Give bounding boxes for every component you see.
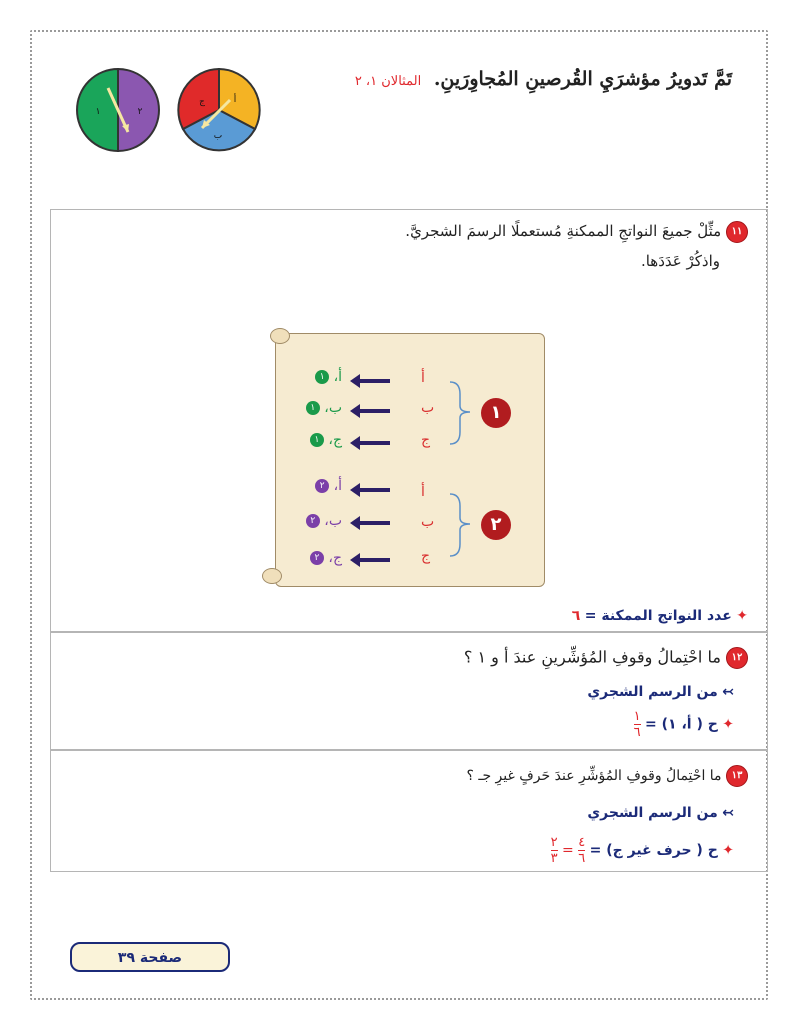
svg-text:ج: ج [199, 97, 205, 107]
letter-spinner [178, 69, 259, 150]
svg-text:أ: أ [233, 95, 237, 105]
tree-letter: ب [421, 514, 435, 530]
q11-line2: واذكُرْ عَدَدَها. [640, 252, 720, 270]
arrow-icon: ↢ [722, 805, 734, 821]
tree-letter: ب [421, 400, 435, 416]
tree-letter: ج [421, 548, 431, 564]
svg-text:١: ١ [95, 107, 101, 117]
question-13: ١٣ ما احْتِمالُ وقوفِ المُؤشِّرِ عندَ حَرفٍ غيرِ جـ ؟ [466, 765, 748, 787]
arrow-left-icon [358, 488, 390, 492]
number-spinner [77, 69, 159, 151]
question-number: ١٣ [726, 765, 748, 787]
outcome-count: ✦ عدد النواتج الممكنة = ٦ [571, 608, 748, 624]
spinners [72, 66, 272, 158]
fraction: $\frac{٤}{٦}$ [578, 835, 586, 866]
tree-outcome: ج، ١ [292, 432, 342, 448]
q13-probability: ✦ ح ( حرف غير ج) = $\frac{٤}{٦}$ = $\frac{٢}{٣}$ [550, 835, 734, 866]
q13-from-tree: ↢ من الرسم الشجري [587, 805, 734, 821]
svg-text:٢: ٢ [137, 107, 143, 117]
arrow-icon: ↢ [722, 684, 734, 700]
arrow-left-icon [358, 521, 390, 525]
arrow-left-icon [358, 441, 390, 445]
examples-ref: المثالان ١، ٢ [354, 74, 422, 89]
star-icon: ✦ [736, 608, 748, 624]
tree-outcome: أ، ١ [292, 369, 342, 385]
arrow-left-icon [358, 558, 390, 562]
tree-letter: ج [421, 432, 431, 448]
star-icon: ✦ [722, 842, 734, 859]
tree-root-2: ٢ [481, 510, 511, 540]
arrow-left-icon [358, 379, 390, 383]
scroll-curl-bottom [262, 568, 282, 584]
question-11 [405, 221, 748, 243]
tree-outcome: ج، ٢ [292, 550, 342, 566]
brace-2 [446, 490, 476, 560]
question-number: ١١ [726, 221, 748, 243]
question-number: ١٢ [726, 647, 748, 669]
tree-letter: أ [421, 370, 425, 386]
tree-root-1: ١ [481, 398, 511, 428]
page-number: صفحة ٣٩ [70, 942, 230, 972]
q12-probability: ✦ ح ( أ، ١) = $\frac{١}{٦}$ [633, 709, 734, 740]
tree-outcome: ب، ٢ [292, 513, 342, 529]
q12-from-tree: ↢ من الرسم الشجري [587, 684, 734, 700]
q11-line1: مثِّلْ جميعَ النواتجِ الممكنةِ مُستعملًا الرسمَ الشجريَّ. [405, 222, 722, 240]
page-title [355, 68, 732, 90]
arrow-left-icon [358, 409, 390, 413]
tree-outcome: ب، ١ [292, 400, 342, 416]
fraction: $\frac{١}{٦}$ [633, 709, 641, 740]
brace-1 [446, 378, 476, 448]
fraction: $\frac{٢}{٣}$ [550, 835, 558, 866]
tree-diagram [275, 333, 545, 587]
tree-outcome: أ، ٢ [292, 478, 342, 494]
tree-letter: أ [421, 484, 425, 500]
svg-text:ب: ب [213, 131, 223, 141]
title-text: تَمَّ تَدويرُ مؤشرَيِ القُرصينِ المُجاوِرَينِ. [433, 68, 732, 90]
star-icon: ✦ [722, 716, 734, 733]
question-12: ١٢ ما احْتِمالُ وقوفِ المُؤشِّرينِ عندَ أ و ١ ؟ [464, 647, 748, 669]
scroll-curl-top [270, 328, 290, 344]
